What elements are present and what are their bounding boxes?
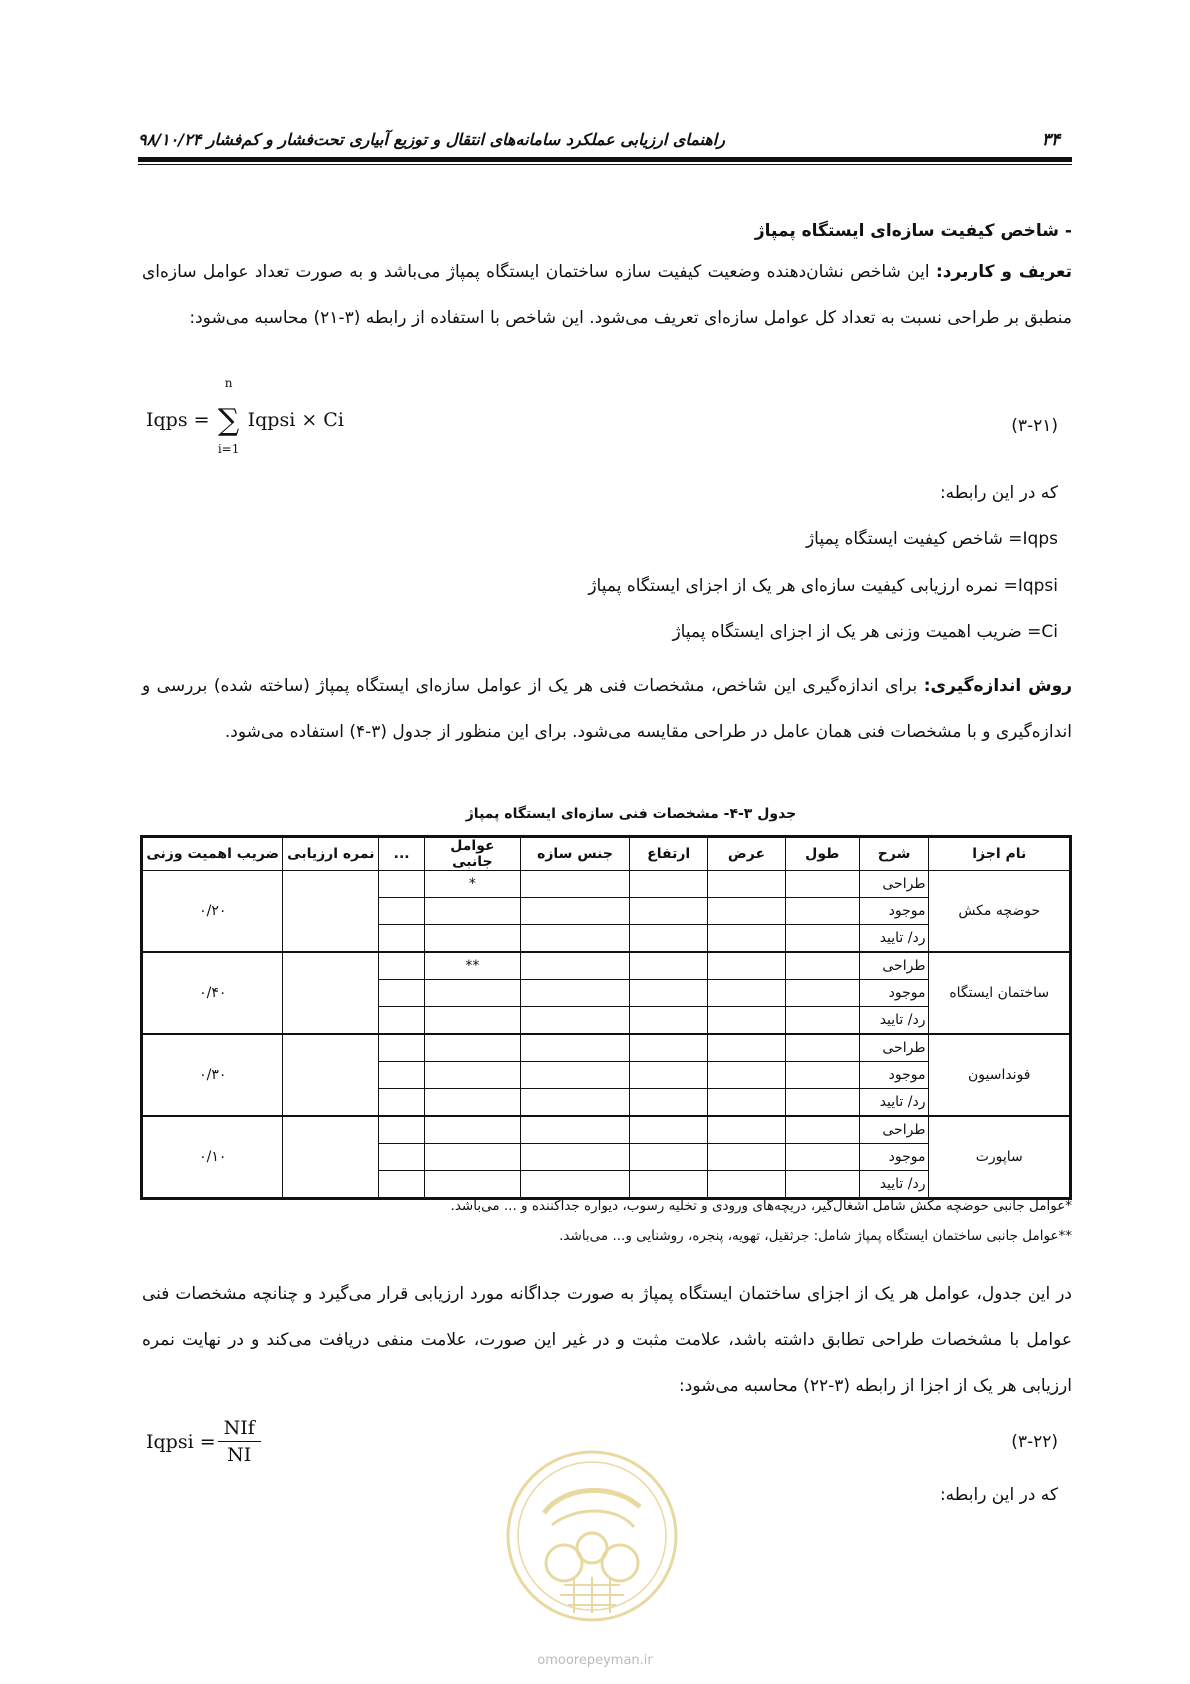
definition-label: تعریف و کاربرد: bbox=[935, 262, 1072, 282]
method-label: روش اندازه‌گیری: bbox=[923, 676, 1072, 696]
section-heading: - شاخص کیفیت سازه‌ای ایستگاه پمپاژ bbox=[754, 221, 1072, 241]
where-text-2: که در این رابطه: bbox=[939, 1485, 1058, 1505]
row-desc: طراحی bbox=[859, 1034, 929, 1062]
table-row bbox=[142, 1116, 1071, 1144]
header-title: راهنمای ارزیابی عملکرد سامانه‌های انتقال و توزیع آبیاری تحت‌فشار و کم‌فشار ۹۸/۱۰/۲۴ bbox=[138, 130, 725, 149]
row-desc: موجود bbox=[859, 1144, 929, 1171]
table-note-2: **عوامل جانبی ساختمان ایستگاه پمپاژ شامل: جرثقیل، تهویه، پنجره، روشنایی و... می‌باشد. bbox=[559, 1228, 1072, 1244]
score-cell bbox=[283, 1034, 379, 1116]
sum-symbol: n ∑ i=1 bbox=[217, 376, 240, 456]
row-desc: موجود bbox=[859, 898, 929, 925]
col-header: جنس سازه bbox=[520, 837, 630, 871]
watermark-url: omoorepeyman.ir bbox=[537, 1653, 653, 1668]
weight-cell: ۰/۴۰ bbox=[142, 952, 283, 1034]
row-desc: موجود bbox=[859, 1062, 929, 1089]
table-row bbox=[142, 871, 1071, 898]
var-ci: Ci= ضریب اهمیت وزنی هر یک از اجزای ایستگاه پمپاژ bbox=[672, 622, 1058, 642]
component-name: فونداسیون bbox=[929, 1034, 1071, 1116]
var-iqps: Iqps= شاخص کیفیت ایستگاه پمپاژ bbox=[805, 529, 1058, 549]
watermark-seal bbox=[504, 1445, 680, 1627]
explanation-paragraph: در این جدول، عوامل هر یک از اجزای ساختمان ایستگاه پمپاژ به صورت جداگانه مورد ارزیابی قرار می‌گیرد و چنانچه مشخصات فنی عوامل با مشخصات طراحی تطابق داشته باشد، علامت مثبت و در غیر این صورت، علامت منفی دریافت می‌کند و در نهایت نمره ارزیابی هر یک از اجزا از رابطه (۳-۲۲) محاسبه می‌شود: bbox=[142, 1284, 1072, 1396]
where-text-1: که در این رابطه: bbox=[939, 483, 1058, 503]
col-header: نام اجزا bbox=[929, 837, 1071, 871]
numerator: NIf bbox=[223, 1417, 255, 1439]
header-rule-thin bbox=[138, 164, 1072, 165]
fraction bbox=[221, 1417, 258, 1466]
row-desc: طراحی bbox=[859, 871, 929, 898]
row-desc: موجود bbox=[859, 980, 929, 1007]
side-factor-mark: * bbox=[425, 871, 521, 898]
table-caption: جدول ۳-۴- مشخصات فنی سازه‌ای ایستگاه پمپاژ bbox=[465, 806, 797, 822]
table-row bbox=[142, 1034, 1071, 1062]
weight-cell: ۰/۱۰ bbox=[142, 1116, 283, 1199]
var-iqpsi: Iqpsi= نمره ارزیابی کیفیت سازه‌ای هر یک از اجزای ایستگاه پمپاژ bbox=[588, 576, 1058, 596]
definition-paragraph bbox=[142, 249, 1072, 341]
side-factor-mark: ** bbox=[425, 952, 521, 980]
eq1-rhs: Iqpsi × Ci bbox=[247, 409, 344, 431]
eq1-lhs: Iqps = bbox=[146, 409, 210, 431]
side-factor-mark bbox=[425, 1116, 521, 1144]
component-name: حوضچه مکش bbox=[929, 871, 1071, 953]
row-desc: طراحی bbox=[859, 1116, 929, 1144]
col-header: ... bbox=[379, 837, 425, 871]
component-name: ساختمان ایستگاه bbox=[929, 952, 1071, 1034]
row-desc: رد/ تایید bbox=[859, 1089, 929, 1117]
weight-cell: ۰/۲۰ bbox=[142, 871, 283, 953]
table-header-row bbox=[142, 837, 1071, 871]
method-paragraph bbox=[142, 663, 1072, 755]
running-header bbox=[138, 130, 1072, 154]
spec-table bbox=[140, 835, 1072, 1200]
header-rule-thick bbox=[138, 157, 1072, 162]
col-header: ضریب اهمیت وزنی bbox=[142, 837, 283, 871]
row-desc: طراحی bbox=[859, 952, 929, 980]
col-header: عوامل جانبی bbox=[425, 837, 521, 871]
col-header: عرض bbox=[708, 837, 786, 871]
side-factor-mark bbox=[425, 1034, 521, 1062]
row-desc: رد/ تایید bbox=[859, 925, 929, 953]
col-header: نمره ارزیابی bbox=[283, 837, 379, 871]
weight-cell: ۰/۳۰ bbox=[142, 1034, 283, 1116]
score-cell bbox=[283, 952, 379, 1034]
equation-21-number: (۳-۲۱) bbox=[1011, 416, 1058, 436]
component-name: ساپورت bbox=[929, 1116, 1071, 1199]
equation-22 bbox=[146, 1417, 258, 1466]
method-text: برای اندازه‌گیری این شاخص، مشخصات فنی هر یک از عوامل سازه‌ای ایستگاه پمپاژ (ساخته شده) بررسی و اندازه‌گیری و با مشخصات فنی همان عامل در طراحی مقایسه می‌شود. برای این منظور از جدول (۳-۴) استفاده می‌شود. bbox=[142, 676, 1072, 742]
eq2-lhs: Iqpsi = bbox=[146, 1430, 216, 1453]
page-number: ۳۴ bbox=[1041, 130, 1060, 150]
col-header: طول bbox=[785, 837, 859, 871]
col-header: شرح bbox=[859, 837, 929, 871]
definition-text: این شاخص نشان‌دهنده وضعیت کیفیت سازه ساختمان ایستگاه پمپاژ می‌باشد و به صورت تعداد عوامل سازه‌ای منطبق بر طراحی نسبت به تعداد کل عوامل سازه‌ای تعریف می‌شود. این شاخص با استفاده از رابطه (۳-۲۱) محاسبه می‌شود: bbox=[142, 262, 1072, 328]
col-header: ارتفاع bbox=[630, 837, 708, 871]
score-cell bbox=[283, 871, 379, 953]
score-cell bbox=[283, 1116, 379, 1199]
row-desc: رد/ تایید bbox=[859, 1171, 929, 1199]
denominator: NI bbox=[218, 1441, 261, 1466]
equation-22-number: (۳-۲۲) bbox=[1011, 1432, 1058, 1452]
table-row bbox=[142, 952, 1071, 980]
table-note-1: *عوامل جانبی حوضچه مکش شامل آشغال‌گیر، دریچه‌های ورودی و تخلیه رسوب، دیواره جداکننده و ... می‌باشد. bbox=[450, 1198, 1072, 1214]
equation-21 bbox=[146, 376, 344, 456]
row-desc: رد/ تایید bbox=[859, 1007, 929, 1035]
